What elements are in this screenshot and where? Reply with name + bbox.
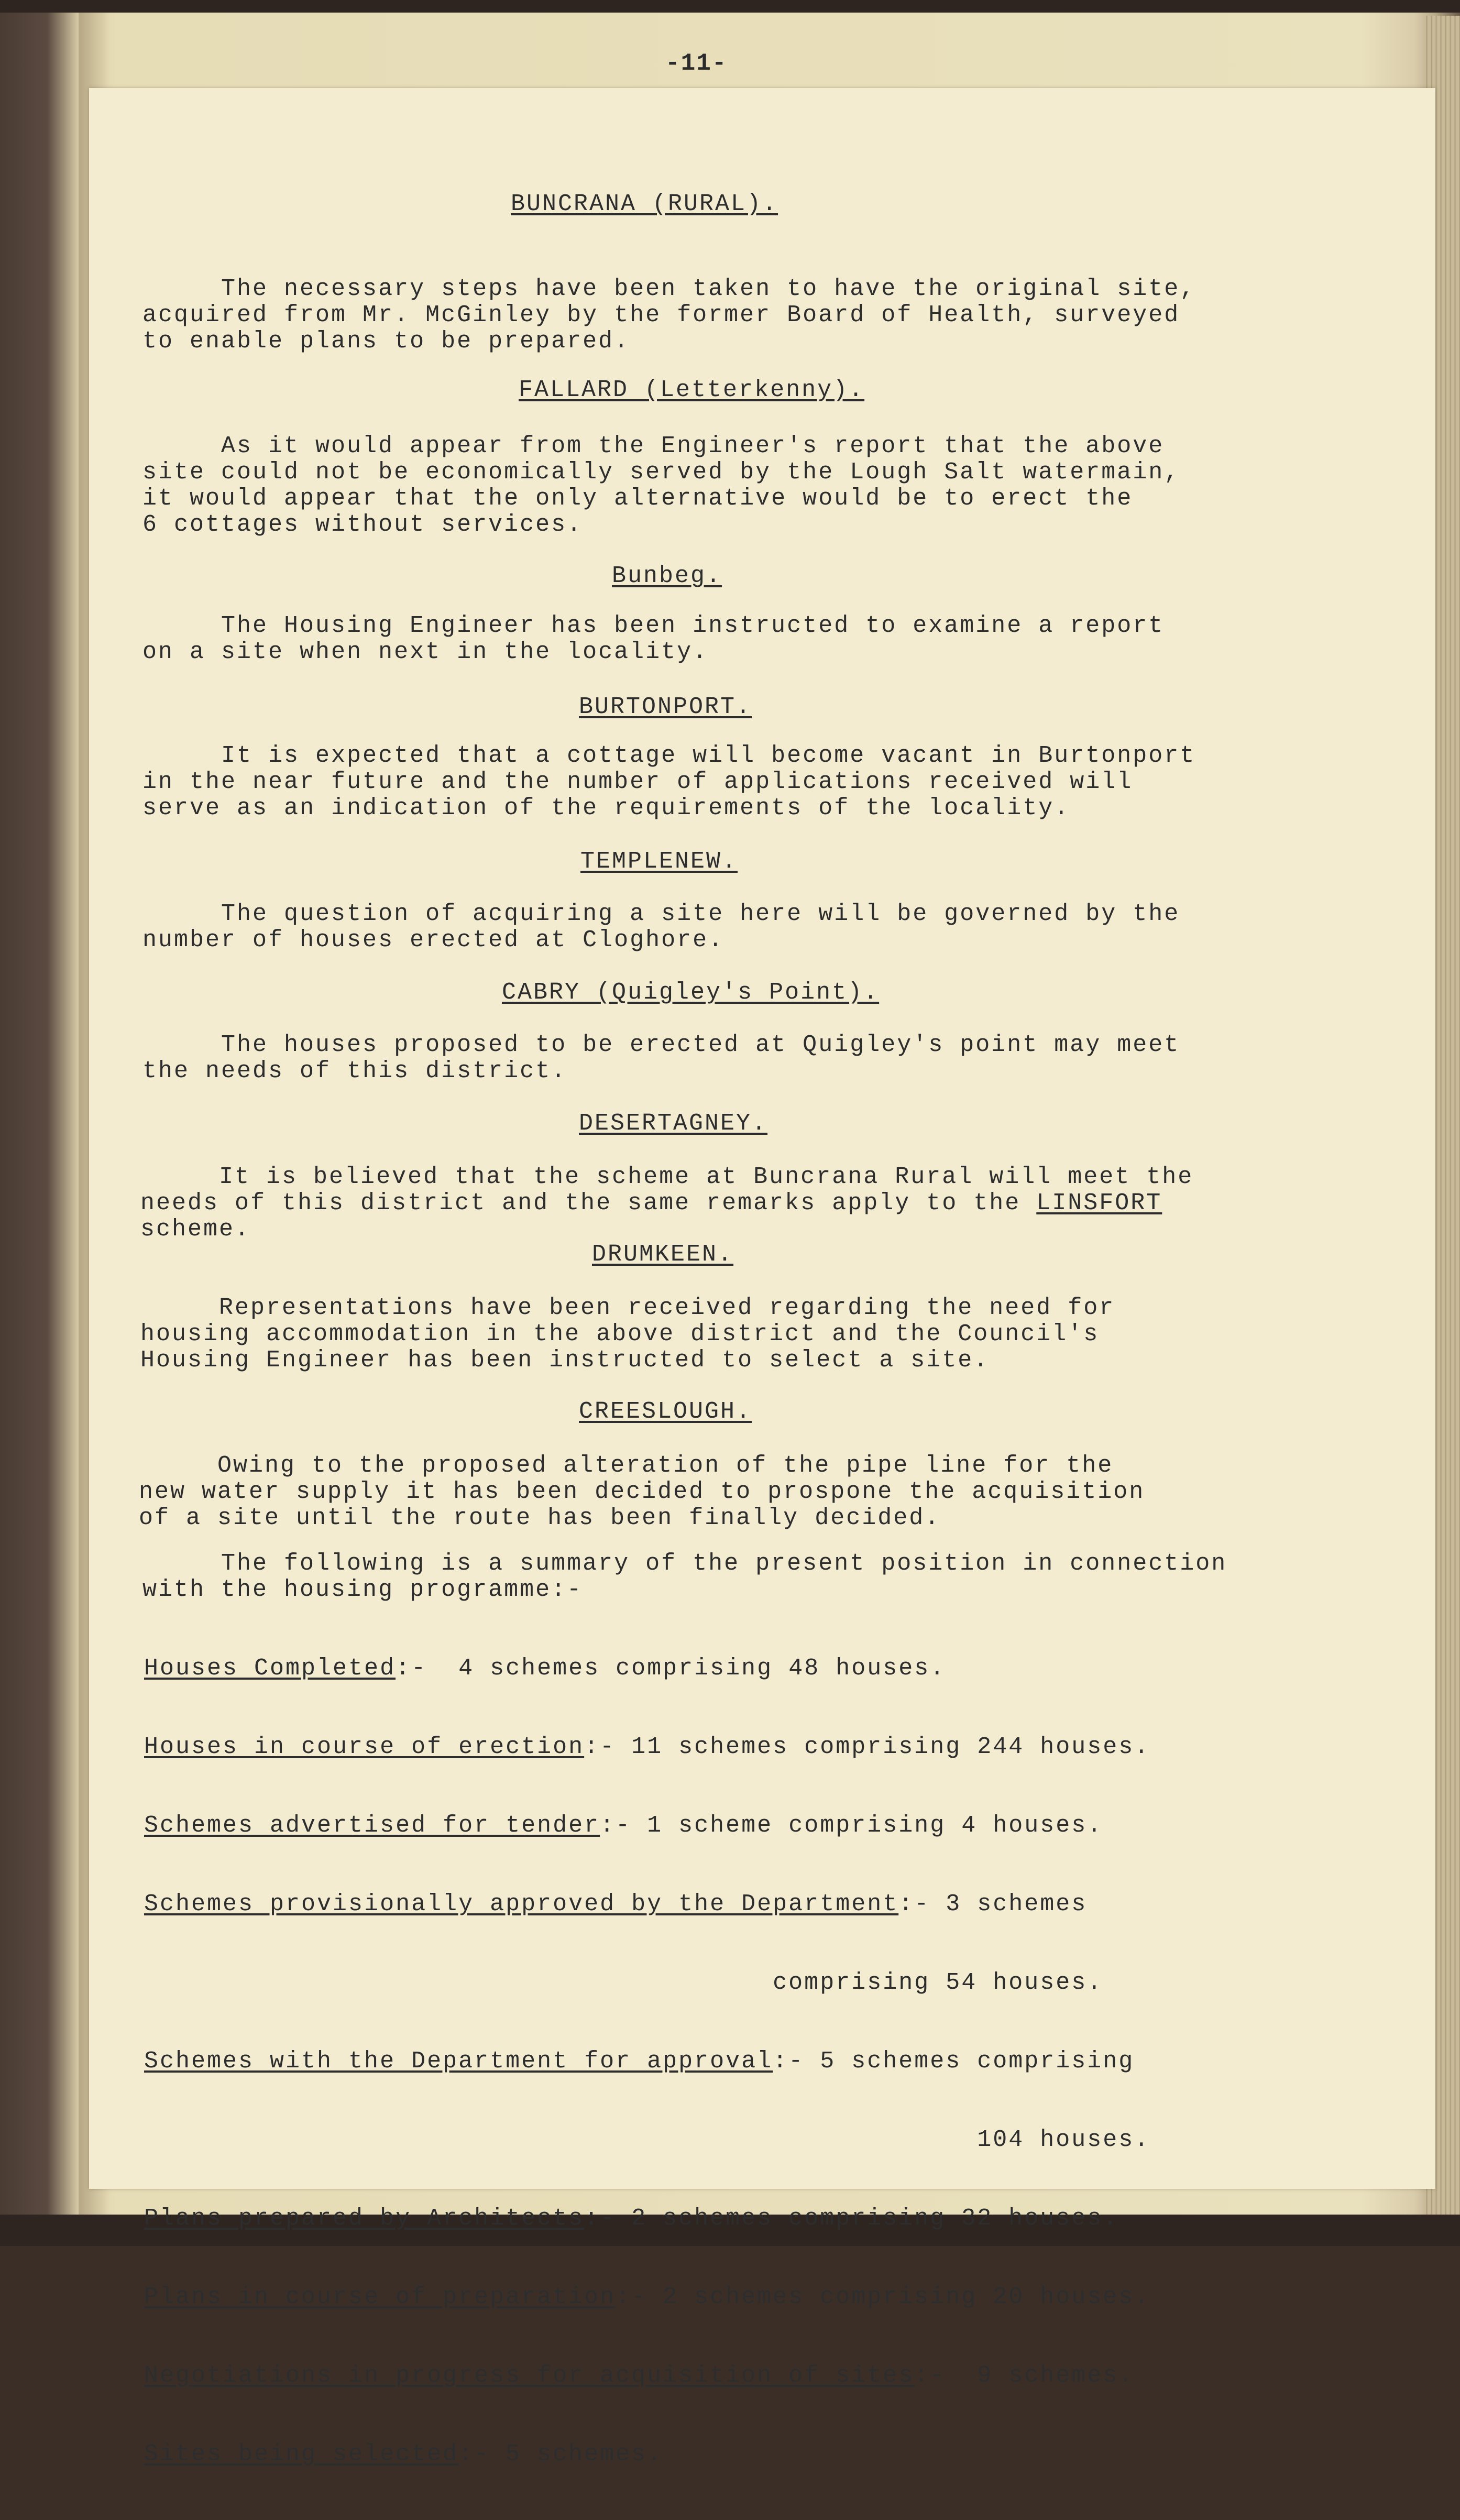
section-body <box>139 1453 1145 1531</box>
summary-item <box>144 2441 1150 2468</box>
section-body <box>142 613 1164 665</box>
linsfort-link-text: LINSFORT <box>1036 1190 1162 1217</box>
text-line: 6 cottages without services. <box>142 511 583 538</box>
section-heading: BUNCRANA (RURAL). <box>511 191 778 217</box>
text-line: with the housing programme:- <box>142 1576 583 1603</box>
summary-item <box>144 2363 1150 2389</box>
text-line: It is expected that a cottage will become vacant in Burtonport <box>142 742 1196 769</box>
text-line: The Housing Engineer has been instructed to examine a report <box>142 612 1165 639</box>
text-line: new water supply it has been decided to prospone the acquisition <box>139 1478 1145 1505</box>
text-line: Houses Completed <box>144 1655 396 1682</box>
page-number: -11- <box>665 50 728 77</box>
section-heading: TEMPLENEW. <box>580 848 738 875</box>
text-line: Representations have been received regarding the need for <box>140 1295 1115 1321</box>
section-body <box>142 1032 1180 1084</box>
summary-item <box>144 1734 1150 1760</box>
section-heading: CREESLOUGH. <box>579 1398 752 1425</box>
text-line: :- 4 schemes comprising 48 houses. <box>396 1655 946 1682</box>
text-line: to enable plans to be prepared. <box>142 328 630 355</box>
summary-item-continued: 104 houses. <box>144 2127 1150 2153</box>
text-line: Housing Engineer has been instructed to select a site. <box>140 1347 990 1374</box>
text-line: of a site until the route has been finally decided. <box>139 1505 941 1531</box>
summary-item <box>144 2284 1150 2310</box>
text-line: housing accommodation in the above district and the Council's <box>140 1321 1100 1347</box>
text-line: :- 3 schemes <box>898 1891 1088 1918</box>
text-line: As it would appear from the Engineer's report that the above <box>142 433 1165 459</box>
summary-item <box>144 2206 1150 2232</box>
text-line: :- 2 schemes comprising 20 houses. <box>616 2284 1150 2310</box>
text-line: Plans in course of preparation <box>144 2284 616 2310</box>
summary-item <box>144 1891 1150 1918</box>
text-line: number of houses erected at Cloghore. <box>142 927 724 954</box>
summary-list <box>144 1603 1150 2520</box>
text-line <box>140 1190 1193 1217</box>
text-line: :- 11 schemes comprising 244 houses. <box>584 1734 1150 1760</box>
text-line: Plans prepared by Architects <box>144 2205 585 2232</box>
section-body <box>142 743 1195 821</box>
summary-item <box>144 1813 1150 1839</box>
section-heading: DESERTAGNEY. <box>579 1110 768 1137</box>
text-line: Sites being selected <box>144 2441 459 2468</box>
text-line: Schemes with the Department for approval <box>144 2048 773 2075</box>
text-line: Owing to the proposed alteration of the pipe line for the <box>139 1452 1114 1479</box>
text-line: The houses proposed to be erected at Quigley's point may meet <box>142 1032 1180 1058</box>
text-line: site could not be economically served by the Lough Salt watermain, <box>142 459 1180 486</box>
text-line: The question of acquiring a site here will be governed by the <box>142 901 1180 927</box>
text-line: The following is a summary of the present position in connection <box>142 1550 1227 1577</box>
summary-item-continued: comprising 54 houses. <box>144 1969 1103 1996</box>
summary-item <box>144 2048 1150 2075</box>
section-heading: DRUMKEEN. <box>592 1241 734 1268</box>
section-body <box>142 901 1180 954</box>
section-body <box>140 1164 1193 1243</box>
text-line: :- 5 schemes comprising <box>773 2048 1135 2075</box>
summary-intro <box>142 1551 1227 1603</box>
text-line: It is believed that the scheme at Buncrana Rural will meet the <box>140 1164 1194 1190</box>
text-line: :- 1 scheme comprising 4 houses. <box>600 1812 1103 1839</box>
text-line: :- 2 schemes comprising 32 houses. <box>584 2205 1119 2232</box>
text-line: :- 5 schemes. <box>458 2441 663 2468</box>
section-heading: CABRY (Quigley's Point). <box>502 979 880 1006</box>
section-body <box>142 276 1195 355</box>
text-line: needs of this district and the same remarks apply to the <box>140 1190 1037 1217</box>
text-line: on a site when next in the locality. <box>142 639 709 665</box>
text-line: Houses in course of erection <box>144 1734 585 1760</box>
text-line: Schemes advertised for tender <box>144 1812 600 1839</box>
text-line: Negotiations in progress for acquisition of sites <box>144 2362 915 2389</box>
summary-item <box>144 1656 1150 1682</box>
top-edge <box>0 0 1460 13</box>
section-body <box>140 1295 1115 1374</box>
text-line: :- 9 schemes. <box>914 2362 1135 2389</box>
text-line: Schemes provisionally approved by the Department <box>144 1891 899 1918</box>
text-line: scheme. <box>140 1216 251 1243</box>
text-line: it would appear that the only alternative would be to erect the <box>142 485 1133 512</box>
text-line: the needs of this district. <box>142 1058 567 1084</box>
text-line: acquired from Mr. McGinley by the former Board of Health, surveyed <box>142 302 1180 328</box>
text-line: in the near future and the number of applications received will <box>142 769 1133 795</box>
text-line: The necessary steps have been taken to have the original site, <box>142 276 1196 302</box>
text-line: serve as an indication of the requirements of the locality. <box>142 795 1070 821</box>
section-heading: Bunbeg. <box>612 563 722 589</box>
section-heading: FALLARD (Letterkenny). <box>519 377 865 403</box>
section-heading: BURTONPORT. <box>579 694 752 720</box>
section-body <box>142 433 1180 538</box>
